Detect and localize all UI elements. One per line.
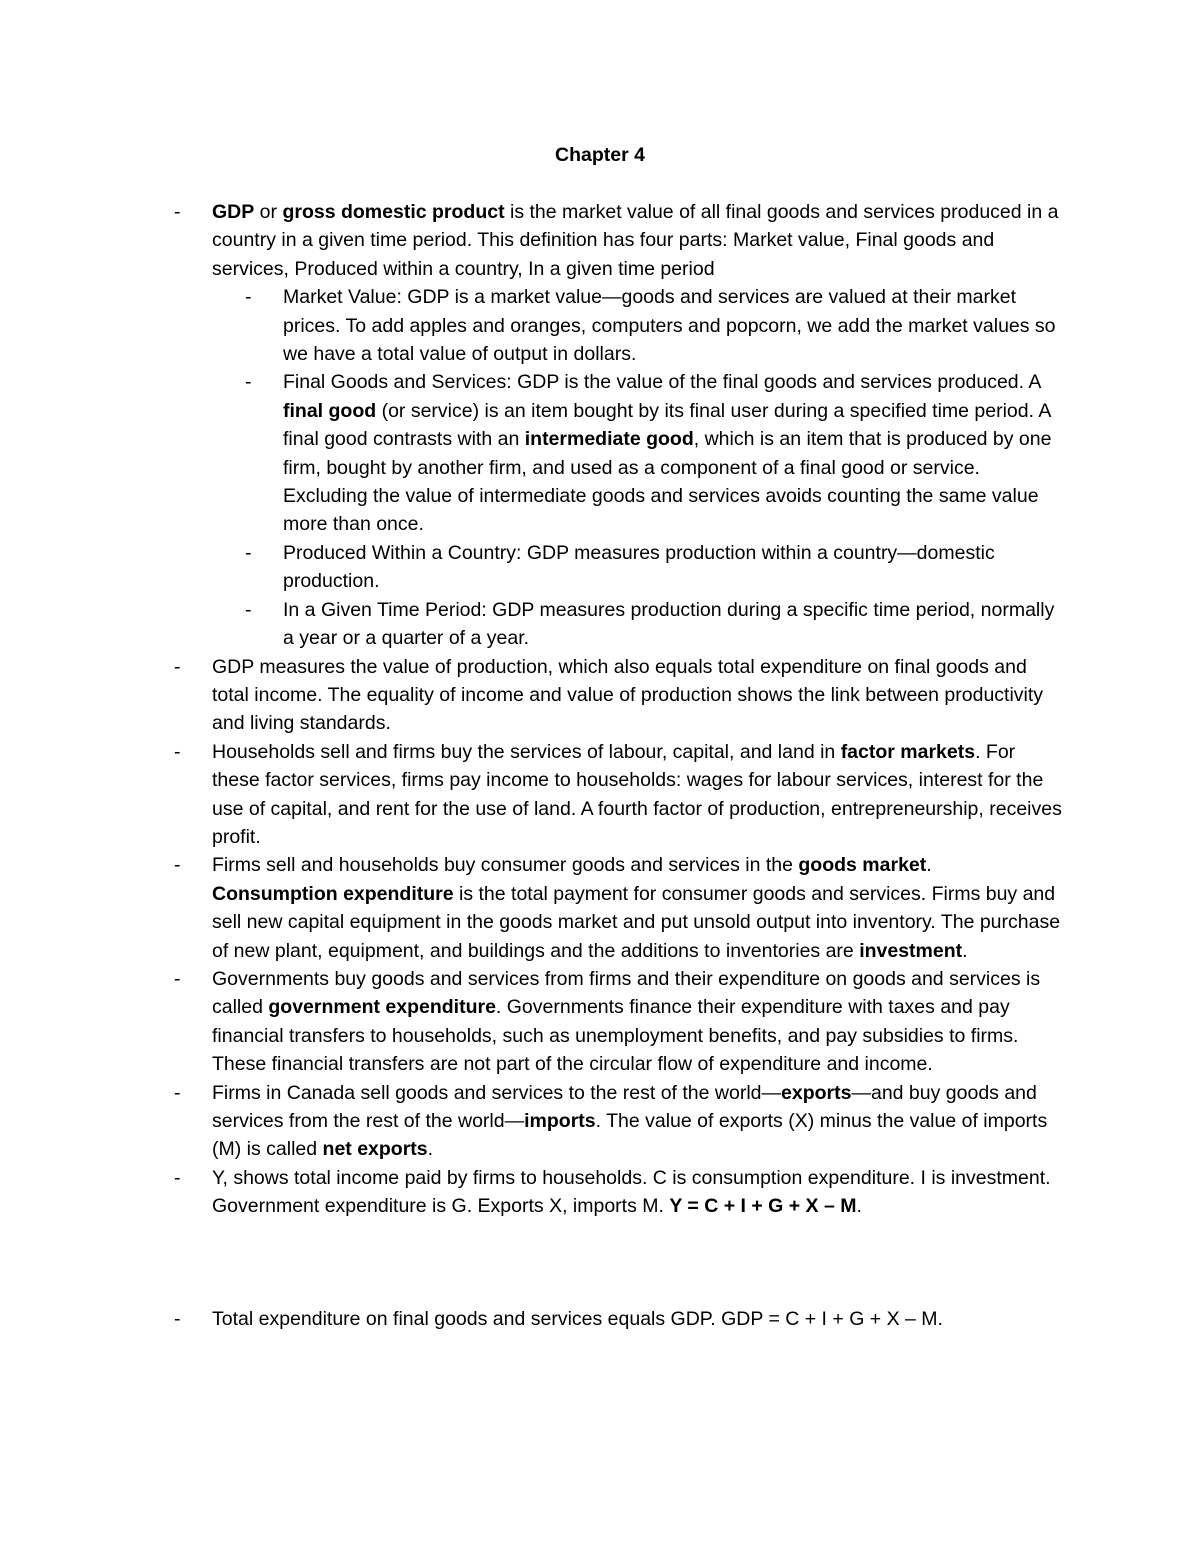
bullet-marker: - (174, 1307, 181, 1330)
bullet-marker: - (245, 541, 252, 564)
page-title: Chapter 4 (555, 144, 645, 166)
bullet-marker: - (174, 201, 181, 223)
bullet-marker: - (245, 371, 252, 394)
list-item-final-goods (0, 368, 1058, 538)
text-run: Market Value: GDP is a market value—goods and services are valued at their market prices. To add apples and oranges, computers and popcorn, we add the market values so we have a total value of output in dollars. (283, 286, 1056, 366)
list-item-factor-markets (0, 738, 1062, 852)
text-run: Firms in Canada sell goods and services to the rest of the world—exports—and buy goods and services from the rest of the world—imports. The value of exports (X) minus the value of imports (M) is called net exports. (212, 1081, 1048, 1161)
bullet-marker: - (174, 967, 181, 990)
bullet-marker: - (174, 655, 181, 678)
bullet-marker: - (245, 598, 252, 621)
bullet-marker: - (174, 740, 181, 763)
text-run: Households sell and firms buy the services of labour, capital, and land in factor markets. For these factor services, firms pay income to households: wages for labour services, interest for the use of capital, and rent for the use of land. A fourth factor of production, entrepreneurship, receives profit. (212, 740, 1062, 848)
list-item-gdp-measures (0, 653, 1062, 738)
text-run: Governments buy goods and services from firms and their expenditure on goods and services is called government expenditure. Governments finance their expenditure with taxes and pay financial transfers to households, such as unemployment benefits, and pay subsidies to firms. These financial transfers are not part of the circular flow of expenditure and income. (212, 967, 1041, 1076)
list-item-government-expenditure (0, 965, 1062, 1079)
text-run: Produced Within a Country: GDP measures production within a country—domestic production. (283, 541, 995, 593)
text-run: In a Given Time Period: GDP measures production during a specific time period, normally a year or a quarter of a year. (283, 598, 1055, 650)
text-run: Y, shows total income paid by firms to households. C is consumption expenditure. I is investment. Government expenditure is G. Exports X, imports M. Y = C + I + G + X – M. (212, 1166, 1051, 1218)
list-item-produced-within (0, 539, 1058, 596)
list-item-total-expenditure (0, 1305, 1062, 1333)
bullet-marker: - (174, 854, 181, 877)
blank-space (0, 1221, 1200, 1305)
list-item-market-value (0, 283, 1058, 368)
list-item-given-time (0, 596, 1058, 653)
text-run: Final Goods and Services: GDP is the value of the final goods and services produced. A final good (or service) is an item bought by its final user during a specified time period. A final good contrasts with an intermediate good, which is an item that is produced by one firm, bought by another firm, and used as a component of a final good or service. Excluding the value of intermediate goods and services avoids counting the same value more than once. (283, 371, 1052, 536)
text-run: Firms sell and households buy consumer goods and services in the goods market. Consumption expenditure is the total payment for consumer goods and services. Firms buy and sell new capital equipment in the goods market and put unsold output into inventory. The purchase of new plant, equipment, and buildings and the additions to inventories are investment. (212, 854, 1061, 962)
list-item-goods-market (0, 851, 1062, 965)
text-run: GDP measures the value of production, which also equals total expenditure on final goods and total income. The equality of income and value of production shows the link between productivity and living standards. (212, 655, 1044, 735)
list-item-net-exports (0, 1079, 1062, 1164)
bullet-marker: - (174, 1166, 181, 1189)
bullet-marker: - (245, 286, 252, 309)
list-item-gdp-definition (0, 198, 1062, 283)
bullet-marker: - (174, 1081, 181, 1104)
text-run: GDP or gross domestic product is the market value of all final goods and services produced in a country in a given time period. This definition has four parts: Market value, Final goods and services, Produced within a country, In a given time period (212, 201, 1059, 280)
text-run: Total expenditure on final goods and services equals GDP. GDP = C + I + G + X – M. (212, 1307, 943, 1330)
list-item-income-identity (0, 1164, 1062, 1221)
bullet-list (0, 198, 1200, 1333)
